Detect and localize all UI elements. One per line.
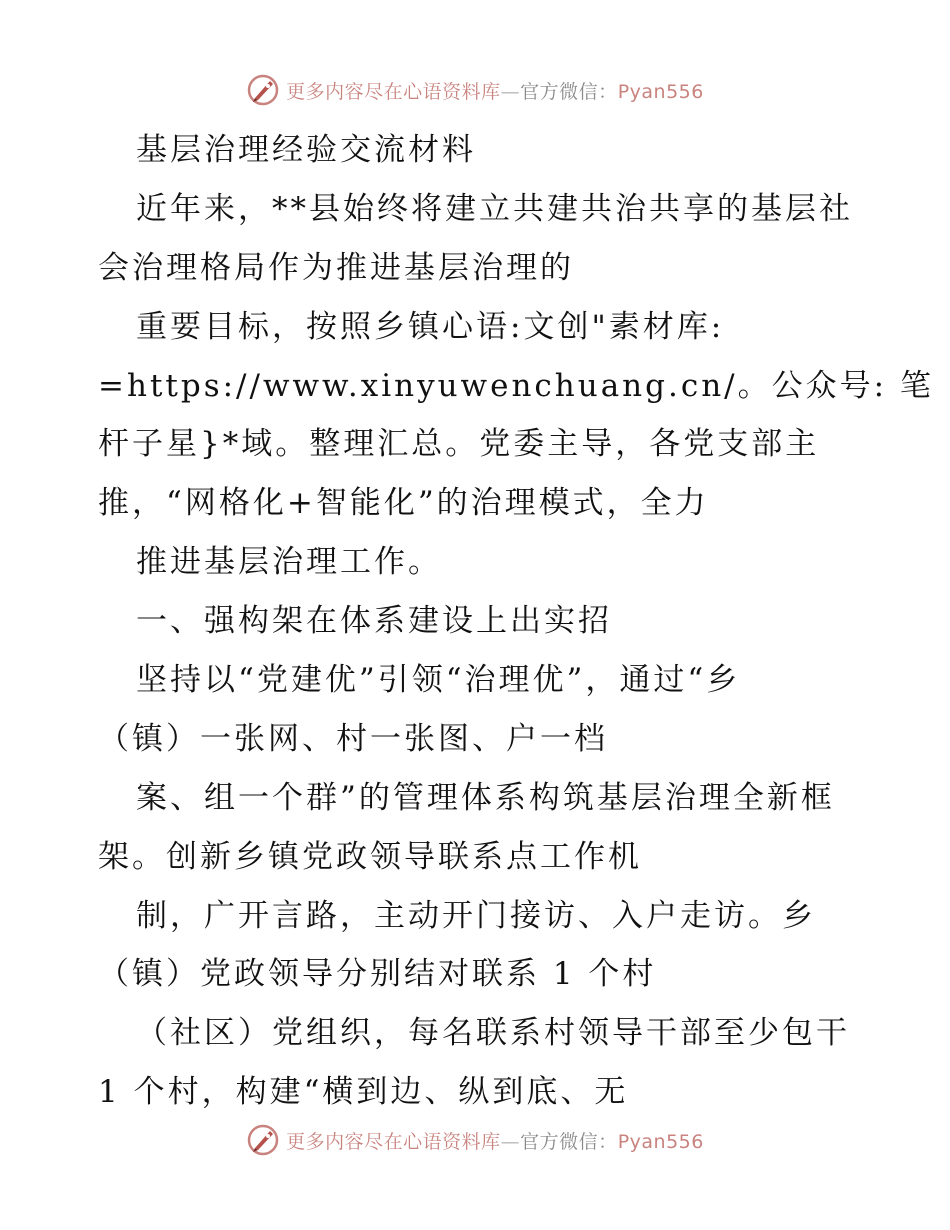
- text-line: 杆子星}*域。整理汇总。党委主导，各党支部主: [98, 426, 820, 463]
- text-line: （镇）党政领导分别结对联系 1 个村: [98, 956, 657, 993]
- watermark-text: [286, 77, 704, 104]
- watermark-wechat-id: Pyan556: [617, 1130, 704, 1153]
- watermark-official-label: 官方微信：: [520, 1130, 618, 1153]
- document-title: 基层治理经验交流材料: [136, 132, 476, 168]
- text-line: 推进基层治理工作。: [136, 544, 442, 581]
- watermark-wechat-id: Pyan556: [617, 80, 704, 103]
- header-watermark: [0, 70, 950, 110]
- watermark-brand: 更多内容尽在心语资料库: [286, 1130, 501, 1153]
- footer-watermark: [0, 1120, 950, 1160]
- text-line: 1 个村，构建“横到边、纵到底、无: [98, 1074, 629, 1111]
- watermark-official-label: 官方微信：: [520, 80, 618, 103]
- text-line: =https://www.xinyuwenchuang.cn/。公众号: 笔: [98, 367, 934, 404]
- text-line: 制，广开言路，主动开门接访、入户走访。乡: [136, 897, 816, 934]
- text-line: 架。创新乡镇党政领导联系点工作机: [98, 838, 642, 875]
- text-line: 推，“网格化+智能化”的治理模式，全力: [98, 485, 709, 522]
- document-body: [98, 127, 934, 1128]
- watermark-dash: —: [500, 80, 521, 103]
- watermark-text: [286, 1127, 704, 1154]
- watermark-dash: —: [500, 1130, 521, 1153]
- text-line: 坚持以“党建优”引领“治理优”，通过“乡: [136, 662, 741, 699]
- text-line: （镇）一张网、村一张图、户一档: [98, 720, 608, 757]
- text-line: 会治理格局作为推进基层治理的: [98, 249, 574, 286]
- text-line: （社区）党组织，每名联系村领导干部至少包干: [136, 1015, 850, 1052]
- watermark-brand: 更多内容尽在心语资料库: [286, 80, 501, 103]
- section-heading: 一、强构架在体系建设上出实招: [136, 603, 612, 640]
- text-line: 近年来，**县始终将建立共建共治共享的基层社: [136, 190, 853, 227]
- quill-pen-logo-icon: [246, 1123, 280, 1157]
- text-line: 重要目标，按照乡镇心语:文创"素材库:: [136, 308, 725, 345]
- text-line: 案、组一个群”的管理体系构筑基层治理全新框: [136, 779, 835, 816]
- quill-pen-logo-icon: [246, 73, 280, 107]
